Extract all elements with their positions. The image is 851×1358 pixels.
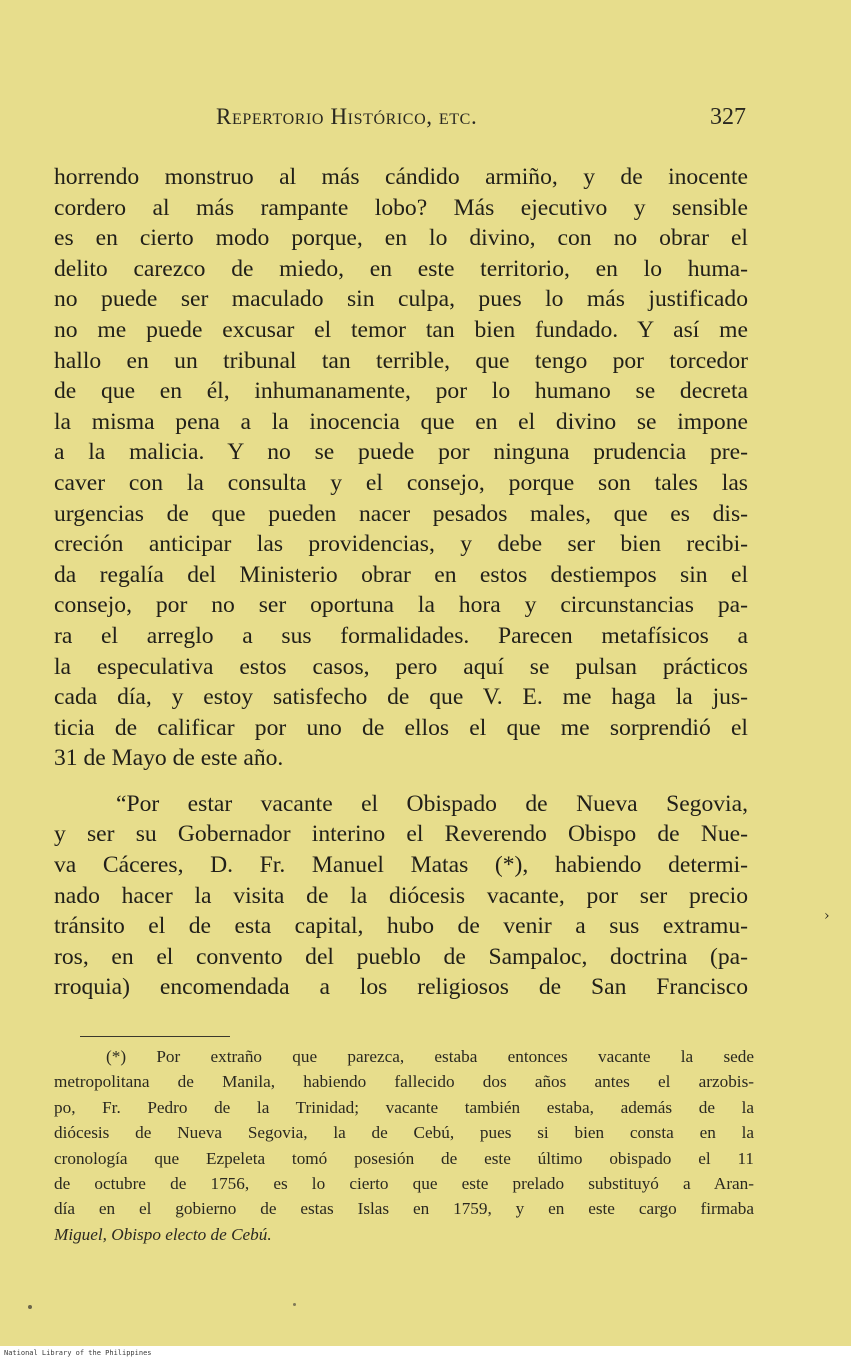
text-line: da regalía del Ministerio obrar en estos destiempos sin el bbox=[54, 561, 748, 588]
body-text bbox=[54, 162, 748, 1003]
paper-speck bbox=[293, 1303, 296, 1306]
running-header bbox=[216, 104, 746, 136]
footnote-line: Miguel, Obispo electo de Cebú. bbox=[54, 1224, 272, 1244]
text-line: la misma pena a la inocencia que en el divino se impone bbox=[54, 408, 748, 435]
text-line: cada día, y estoy satisfecho de que V. E. me haga la jus- bbox=[54, 684, 748, 711]
text-line: no puede ser maculado sin culpa, pues lo más justificado bbox=[54, 286, 748, 313]
text-line: caver con la consulta y el consejo, porque son tales las bbox=[54, 469, 748, 496]
text-line: la especulativa estos casos, pero aquí se pulsan prácticos bbox=[54, 653, 748, 680]
footnote bbox=[54, 1044, 754, 1247]
page-number: 327 bbox=[710, 104, 746, 130]
text-line: hallo en un tribunal tan terrible, que tengo por torcedor bbox=[54, 347, 748, 374]
footnote-line: metropolitana de Manila, habiendo fallecido dos años antes el arzobis- bbox=[54, 1072, 754, 1092]
text-line: nado hacer la visita de la diócesis vacante, por ser precio bbox=[54, 882, 748, 909]
paragraph-1 bbox=[54, 162, 748, 774]
text-line: tránsito el de esta capital, hubo de venir a sus extramu- bbox=[54, 913, 748, 940]
text-line: rroquia) encomendada a los religiosos de San Francisco bbox=[54, 974, 748, 1001]
library-watermark: National Library of the Philippines bbox=[4, 1349, 152, 1357]
text-line: urgencias de que pueden nacer pesados males, que es dis- bbox=[54, 500, 748, 527]
text-line: no me puede excusar el temor tan bien fundado. Y así me bbox=[54, 316, 748, 343]
footnote-line: de octubre de 1756, es lo cierto que este prelado substituyó a Aran- bbox=[54, 1173, 754, 1193]
footnote-rule bbox=[80, 1036, 230, 1037]
footnote-line: (*) Por extraño que parezca, estaba entonces vacante la sede bbox=[106, 1047, 754, 1066]
text-line: creción anticipar las providencias, y debe ser bien recibi- bbox=[54, 531, 748, 558]
text-line: es en cierto modo porque, en lo divino, con no obrar el bbox=[54, 225, 748, 252]
text-line: delito carezco de miedo, en este territorio, en lo huma- bbox=[54, 255, 748, 282]
footnote-line: día en el gobierno de estas Islas en 1759, y en este cargo firmaba bbox=[54, 1199, 754, 1219]
footnote-line: cronología que Ezpeleta tomó posesión de este último obispado el 11 bbox=[54, 1148, 754, 1168]
footnote-line: diócesis de Nueva Segovia, la de Cebú, pues si bien consta en la bbox=[54, 1123, 754, 1143]
text-line: ra el arreglo a sus formalidades. Parecen metafísicos a bbox=[54, 622, 748, 649]
text-line: va Cáceres, D. Fr. Manuel Matas (*), habiendo determi- bbox=[54, 852, 748, 879]
text-line: horrendo monstruo al más cándido armiño, y de inocente bbox=[54, 164, 748, 190]
text-line: ros, en el convento del pueblo de Sampaloc, doctrina (pa- bbox=[54, 943, 748, 970]
paragraph-2 bbox=[54, 789, 748, 1003]
text-line: consejo, por no ser oportuna la hora y circunstancias pa- bbox=[54, 592, 748, 619]
text-line: 31 de Mayo de este año. bbox=[54, 745, 284, 772]
text-line: “Por estar vacante el Obispado de Nueva Segovia, bbox=[116, 790, 748, 817]
text-line: de que en él, inhumanamente, por lo humano se decreta bbox=[54, 378, 748, 405]
text-line: ticia de calificar por uno de ellos el que me sorprendió el bbox=[54, 714, 748, 741]
text-line: y ser su Gobernador interino el Reverendo Obispo de Nue- bbox=[54, 821, 748, 848]
running-title: Repertorio Histórico, etc. bbox=[216, 104, 478, 129]
footnote-line: po, Fr. Pedro de la Trinidad; vacante también estaba, además de la bbox=[54, 1097, 754, 1117]
text-line: a la malicia. Y no se puede por ninguna prudencia pre- bbox=[54, 439, 748, 466]
margin-mark: › bbox=[824, 908, 830, 924]
paper-speck bbox=[28, 1305, 32, 1309]
text-line: cordero al más rampante lobo? Más ejecutivo y sensible bbox=[54, 194, 748, 221]
